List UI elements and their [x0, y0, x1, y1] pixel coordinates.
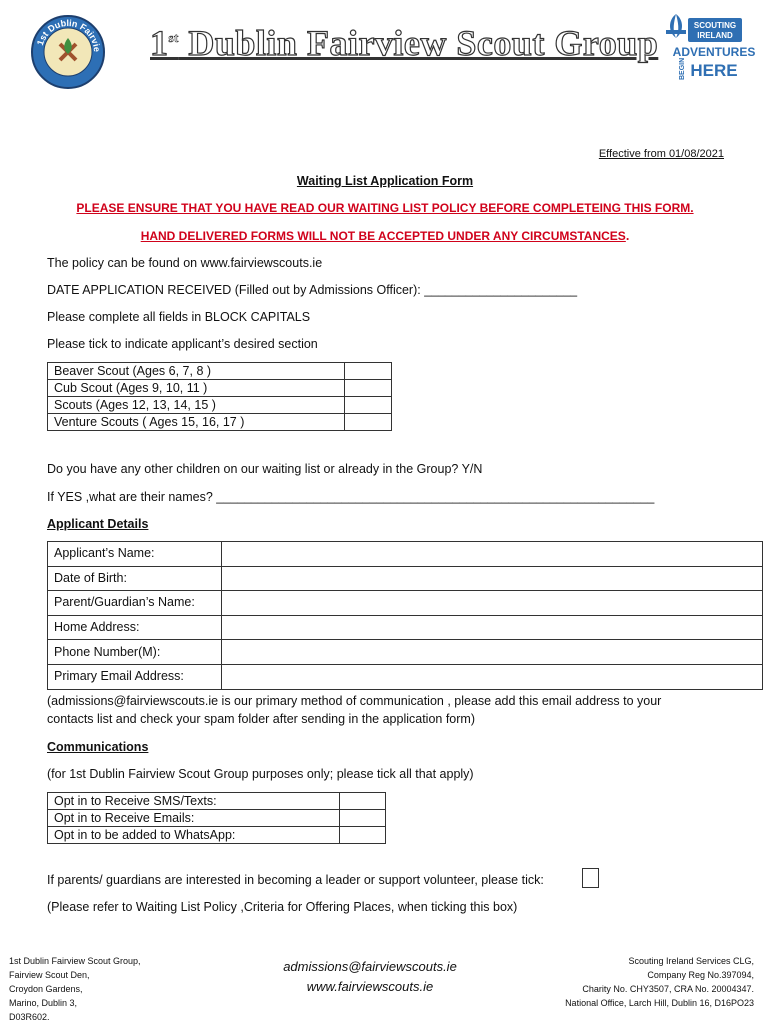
block-capitals-note: Please complete all fields in BLOCK CAPITALS — [47, 310, 311, 324]
warning-policy: PLEASE ENSURE THAT YOU HAVE READ OUR WAITING LIST POLICY BEFORE COMPLETEING THIS FORM. — [76, 201, 694, 215]
footer-registration-line: Scouting Ireland Services CLG, — [628, 956, 754, 966]
footer-registration — [565, 954, 754, 1010]
table-row — [48, 827, 386, 844]
footer-address-line: Croydon Gardens, — [9, 984, 83, 994]
whatsapp-opt-in-box[interactable] — [340, 827, 386, 844]
applicant-details-heading: Applicant Details — [47, 517, 149, 531]
volunteer-question: If parents/ guardians are interested in becoming a leader or support volunteer, please tick: — [47, 873, 544, 887]
table-row — [48, 542, 763, 567]
group-logo — [30, 14, 106, 90]
guardian-name-field[interactable] — [222, 591, 763, 616]
warning-hand-delivered: HAND DELIVERED FORMS WILL NOT BE ACCEPTED UNDER ANY CIRCUMSTANCES. — [140, 229, 630, 243]
footer-registration-line: Charity No. CHY3507, CRA No. 20004347. — [582, 984, 754, 994]
communications-note: (for 1st Dublin Fairview Scout Group purposes only; please tick all that apply) — [47, 767, 474, 781]
table-row — [48, 363, 392, 380]
scouting-ireland-logo — [662, 10, 756, 82]
page-title: 1st Dublin Fairview Scout Group — [150, 23, 659, 63]
section-label: Scouts (Ages 12, 13, 14, 15 ) — [48, 397, 345, 414]
option-label: Opt in to be added to WhatsApp: — [48, 827, 340, 844]
footer-address-line: 1st Dublin Fairview Scout Group, — [9, 956, 141, 966]
table-row — [48, 810, 386, 827]
communications-heading: Communications — [47, 740, 149, 754]
email-address-field[interactable] — [222, 664, 763, 689]
field-label: Home Address: — [48, 615, 222, 640]
section-tick-box[interactable] — [345, 363, 392, 380]
form-title: Waiting List Application Form — [296, 174, 474, 188]
logo-text-here: HERE — [690, 61, 738, 80]
section-tick-box[interactable] — [345, 414, 392, 431]
applicant-details-table — [47, 541, 763, 690]
sms-opt-in-box[interactable] — [340, 793, 386, 810]
footer-address-line: Fairview Scout Den, — [9, 970, 90, 980]
section-tick-box[interactable] — [345, 397, 392, 414]
sibling-names-line: If YES ,what are their names? _______________________________________________________________ — [47, 490, 655, 504]
field-label: Applicant’s Name: — [48, 542, 222, 567]
field-label: Date of Birth: — [48, 566, 222, 591]
table-row — [48, 664, 763, 689]
footer-registration-line: National Office, Larch Hill, Dublin 16, D16PO23 — [565, 998, 754, 1008]
section-table — [47, 362, 392, 431]
table-row — [48, 566, 763, 591]
footer-registration-line: Company Reg No.397094, — [647, 970, 754, 980]
logo-text-adventures: ADVENTURES — [672, 45, 756, 59]
field-label: Parent/Guardian’s Name: — [48, 591, 222, 616]
email-note-line2: contacts list and check your spam folder after sending in the application form) — [47, 712, 475, 726]
home-address-field[interactable] — [222, 615, 763, 640]
logo-text-ireland: IRELAND — [697, 31, 733, 40]
footer-address-line: Marino, Dublin 3, — [9, 998, 78, 1008]
section-label: Beaver Scout (Ages 6, 7, 8 ) — [48, 363, 345, 380]
email-opt-in-box[interactable] — [340, 810, 386, 827]
section-label: Cub Scout (Ages 9, 10, 11 ) — [48, 380, 345, 397]
footer-website-link[interactable]: www.fairviewscouts.ie — [306, 979, 434, 994]
table-row — [48, 591, 763, 616]
option-label: Opt in to Receive Emails: — [48, 810, 340, 827]
field-label: Primary Email Address: — [48, 664, 222, 689]
date-of-birth-field[interactable] — [222, 566, 763, 591]
footer-address-line: D03R602. — [9, 1012, 50, 1022]
footer-email-link[interactable]: admissions@fairviewscouts.ie — [283, 959, 457, 974]
communications-table — [47, 792, 386, 844]
effective-date: Effective from 01/08/2021 — [598, 148, 724, 160]
table-row — [48, 397, 392, 414]
section-tick-box[interactable] — [345, 380, 392, 397]
table-row — [48, 414, 392, 431]
refer-policy-note: (Please refer to Waiting List Policy ,Criteria for Offering Places, when ticking this box) — [47, 900, 518, 914]
field-label: Phone Number(M): — [48, 640, 222, 665]
table-row — [48, 640, 763, 665]
logo-lettering: 1st Dublin Fairvie — [34, 17, 103, 53]
email-note-line1: (admissions@fairviewscouts.ie is our primary method of communication , please add this email address to your — [47, 694, 662, 708]
applicant-name-field[interactable] — [222, 542, 763, 567]
date-received-line: DATE APPLICATION RECEIVED (Filled out by Admissions Officer): ______________________ — [47, 283, 578, 297]
logo-text-begin: BEGIN — [679, 57, 686, 80]
option-label: Opt in to Receive SMS/Texts: — [48, 793, 340, 810]
phone-number-field[interactable] — [222, 640, 763, 665]
logo-text-scouting: SCOUTING — [693, 21, 737, 30]
table-row — [48, 615, 763, 640]
table-row — [48, 380, 392, 397]
volunteer-checkbox[interactable] — [582, 868, 599, 888]
tick-section-note: Please tick to indicate applicant’s desired section — [47, 337, 318, 351]
section-label: Venture Scouts ( Ages 15, 16, 17 ) — [48, 414, 345, 431]
policy-link-text: The policy can be found on www.fairviewscouts.ie — [47, 256, 323, 270]
other-children-question: Do you have any other children on our waiting list or already in the Group? Y/N — [47, 462, 483, 476]
table-row — [48, 793, 386, 810]
